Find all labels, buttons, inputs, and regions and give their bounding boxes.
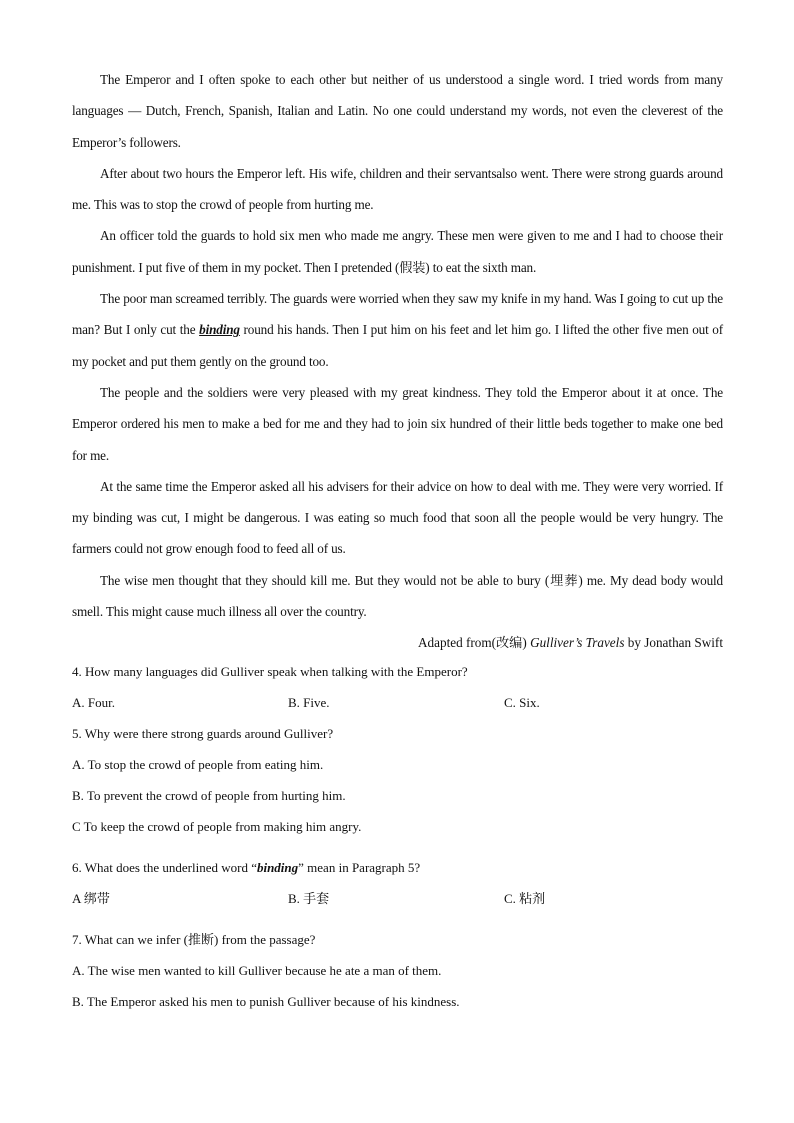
source-title: Gulliver’s Travels [530, 635, 625, 651]
question-6-keyword: binding [256, 860, 299, 875]
passage-paragraph-7: The wise men thought that they should kill me. But they would not be able to bury (埋葬) me. My dead body would smell. This might cause much illness all over the country. [72, 572, 723, 620]
question-6-option-a[interactable]: A 绑带 [72, 891, 110, 906]
question-6-stem [72, 852, 723, 883]
reading-passage [72, 64, 723, 659]
passage-paragraph-5: The people and the soldiers were very pleased with my great kindness. They told the Emperor about it at once. The Emperor ordered his men to make a bed for me and they had to join six hundred of their little beds together to make one bed for me. [72, 384, 723, 463]
paragraph-4-text-before: The poor man screamed terribly. The guards were worried when they saw my knife in my hand. Was I going to cut up the man? But I only cut the [72, 291, 723, 338]
underlined-keyword: binding [199, 322, 240, 338]
question-4 [72, 656, 723, 718]
paragraph-4-text-after: round his hands. Then I put him on his feet and let him go. I lifted the other five men out of my pocket and put them gently on the ground too. [72, 322, 723, 369]
question-5-option-a[interactable]: A. To stop the crowd of people from eating him. [72, 757, 324, 772]
question-6 [72, 852, 723, 914]
question-6-option-b[interactable]: B. 手套 [288, 891, 330, 906]
spacer [72, 842, 723, 852]
passage-paragraph-6: At the same time the Emperor asked all his advisers for their advice on how to deal with me. They were very worried. If my binding was cut, I might be dangerous. I was eating so much food that soon all the people would be very hungry. The farmers could not grow enough food to feed all of us. [72, 478, 723, 557]
question-4-option-c[interactable]: C. Six. [504, 695, 540, 710]
question-7 [72, 924, 723, 1017]
question-6-options [72, 883, 723, 914]
question-7-option-b[interactable]: B. The Emperor asked his men to punish Gulliver because of his kindness. [72, 994, 460, 1009]
passage-paragraph-1: The Emperor and I often spoke to each other but neither of us understood a single word. I tried words from many languages — Dutch, French, Spanish, Italian and Latin. No one could understand my words, not even the cleverest of the Emperor’s followers. [72, 72, 723, 150]
question-4-option-b[interactable]: B. Five. [288, 695, 330, 710]
question-5-stem: 5. Why were there strong guards around Gulliver? [72, 726, 334, 741]
question-4-stem: 4. How many languages did Gulliver speak when talking with the Emperor? [72, 664, 468, 679]
question-7-option-a[interactable]: A. The wise men wanted to kill Gulliver because he ate a man of them. [72, 963, 442, 978]
spacer [72, 914, 723, 924]
question-6-stem-after: ” mean in Paragraph 5? [298, 860, 421, 875]
source-prefix: Adapted from(改编) [418, 635, 531, 651]
source-suffix: by Jonathan Swift [624, 635, 723, 651]
question-4-option-a[interactable]: A. Four. [72, 695, 115, 710]
question-4-options [72, 687, 723, 718]
question-7-stem: 7. What can we infer (推断) from the passage? [72, 932, 316, 947]
question-5-option-c[interactable]: C To keep the crowd of people from making him angry. [72, 819, 362, 834]
questions-section [72, 656, 723, 1017]
question-5-option-b[interactable]: B. To prevent the crowd of people from hurting him. [72, 788, 346, 803]
question-6-stem-before: 6. What does the underlined word “ [72, 860, 257, 875]
passage-paragraph-4 [72, 283, 723, 377]
passage-paragraph-3: An officer told the guards to hold six men who made me angry. These men were given to me and I had to choose their punishment. I put five of them in my pocket. Then I pretended (假装) to eat the sixth man. [72, 228, 723, 275]
question-5 [72, 718, 723, 842]
passage-source [72, 627, 723, 658]
question-6-option-c[interactable]: C. 粘剂 [504, 891, 546, 906]
passage-paragraph-2: After about two hours the Emperor left. His wife, children and their servantsalso went. There were strong guards around me. This was to stop the crowd of people from hurting me. [72, 165, 723, 213]
